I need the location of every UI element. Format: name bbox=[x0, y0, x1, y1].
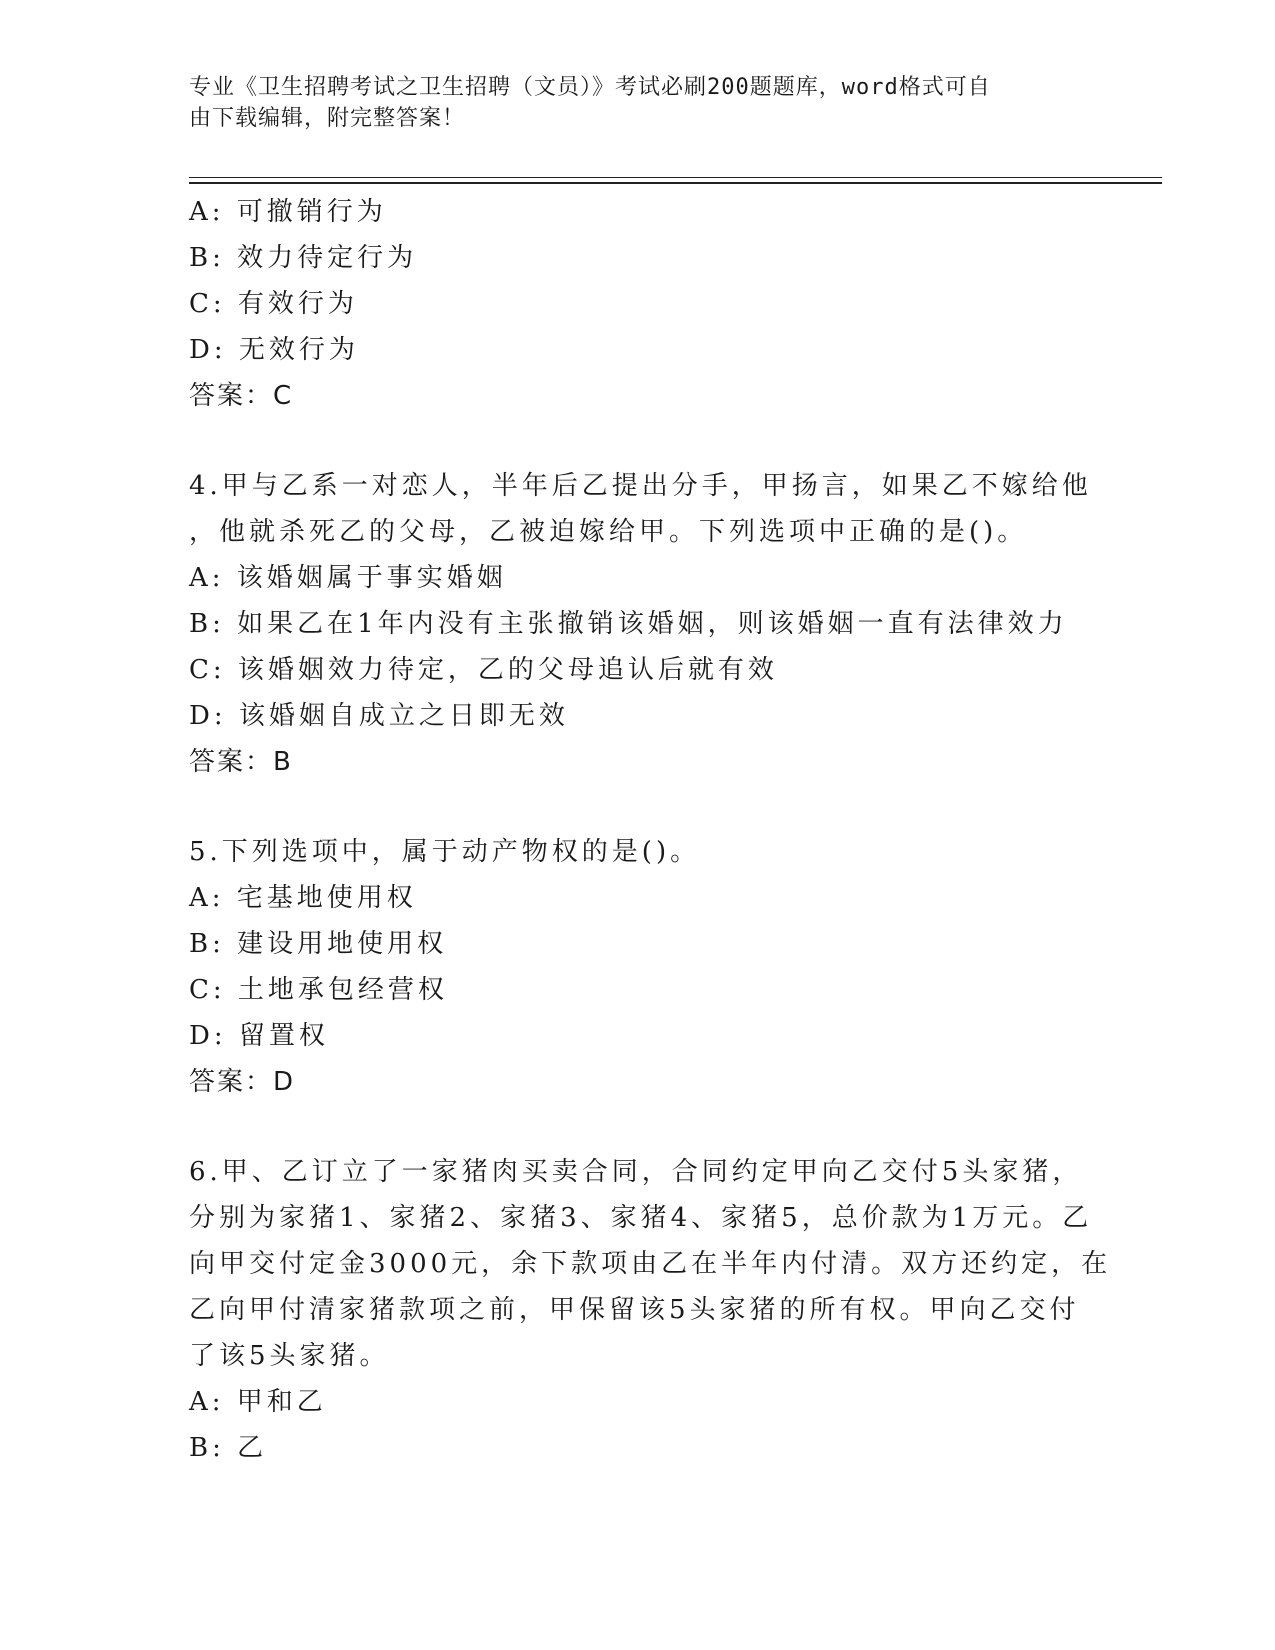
question-stem-line: 乙向甲付清家猪款项之前，甲保留该5头家猪的所有权。甲向乙交付 bbox=[189, 1295, 1080, 1325]
header-line-2: 由下载编辑，附完整答案！ bbox=[189, 106, 466, 131]
question-stem-line: ，他就杀死乙的父母，乙被迫嫁给甲。下列选项中正确的是()。 bbox=[189, 517, 1028, 547]
option-a: A: 宅基地使用权 bbox=[189, 883, 417, 913]
option-a: A: 甲和乙 bbox=[189, 1387, 327, 1417]
spacer bbox=[189, 419, 1089, 463]
answer: 答案：D bbox=[189, 1067, 296, 1097]
question-stem-line: 了该5头家猪。 bbox=[189, 1341, 390, 1371]
answer: 答案：B bbox=[189, 747, 293, 777]
document-header bbox=[189, 72, 1069, 134]
option-d: D: 该婚姻自成立之日即无效 bbox=[189, 701, 569, 731]
answer: 答案：C bbox=[189, 381, 294, 411]
question-stem-line: 4.甲与乙系一对恋人，半年后乙提出分手，甲扬言，如果乙不嫁给他 bbox=[189, 471, 1092, 501]
header-line-1: 专业《卫生招聘考试之卫生招聘（文员）》考试必刷200题题库，word格式可自 bbox=[189, 75, 991, 100]
question-stem-line: 分别为家猪1、家猪2、家猪3、家猪4、家猪5，总价款为1万元。乙 bbox=[189, 1203, 1093, 1233]
option-c: C: 土地承包经营权 bbox=[189, 975, 448, 1005]
spacer bbox=[189, 1105, 1089, 1149]
option-d: D: 留置权 bbox=[189, 1021, 329, 1051]
spacer bbox=[189, 785, 1089, 829]
option-c: C: 该婚姻效力待定，乙的父母追认后就有效 bbox=[189, 655, 778, 685]
question-3 bbox=[189, 189, 1089, 419]
question-stem-line: 6.甲、乙订立了一家猪肉买卖合同，合同约定甲向乙交付5头家猪， bbox=[189, 1157, 1083, 1187]
option-a: A: 该婚姻属于事实婚姻 bbox=[189, 563, 507, 593]
question-stem-line: 5.下列选项中，属于动产物权的是()。 bbox=[189, 837, 701, 867]
question-stem-line: 向甲交付定金3000元，余下款项由乙在半年内付清。双方还约定，在 bbox=[189, 1249, 1112, 1279]
option-b: B: 建设用地使用权 bbox=[189, 929, 448, 959]
question-5 bbox=[189, 829, 1089, 1105]
option-b: B: 乙 bbox=[189, 1433, 268, 1463]
question-4 bbox=[189, 463, 1092, 785]
question-list bbox=[189, 189, 1112, 1471]
header-divider-thick bbox=[189, 182, 1162, 184]
option-b: B: 如果乙在1年内没有主张撤销该婚姻，则该婚姻一直有法律效力 bbox=[189, 609, 1068, 639]
option-a: A: 可撤销行为 bbox=[189, 197, 387, 227]
option-c: C: 有效行为 bbox=[189, 289, 358, 319]
question-6 bbox=[189, 1149, 1112, 1471]
header-divider-thin bbox=[189, 177, 1162, 178]
option-b: B: 效力待定行为 bbox=[189, 243, 418, 273]
option-d: D: 无效行为 bbox=[189, 335, 359, 365]
